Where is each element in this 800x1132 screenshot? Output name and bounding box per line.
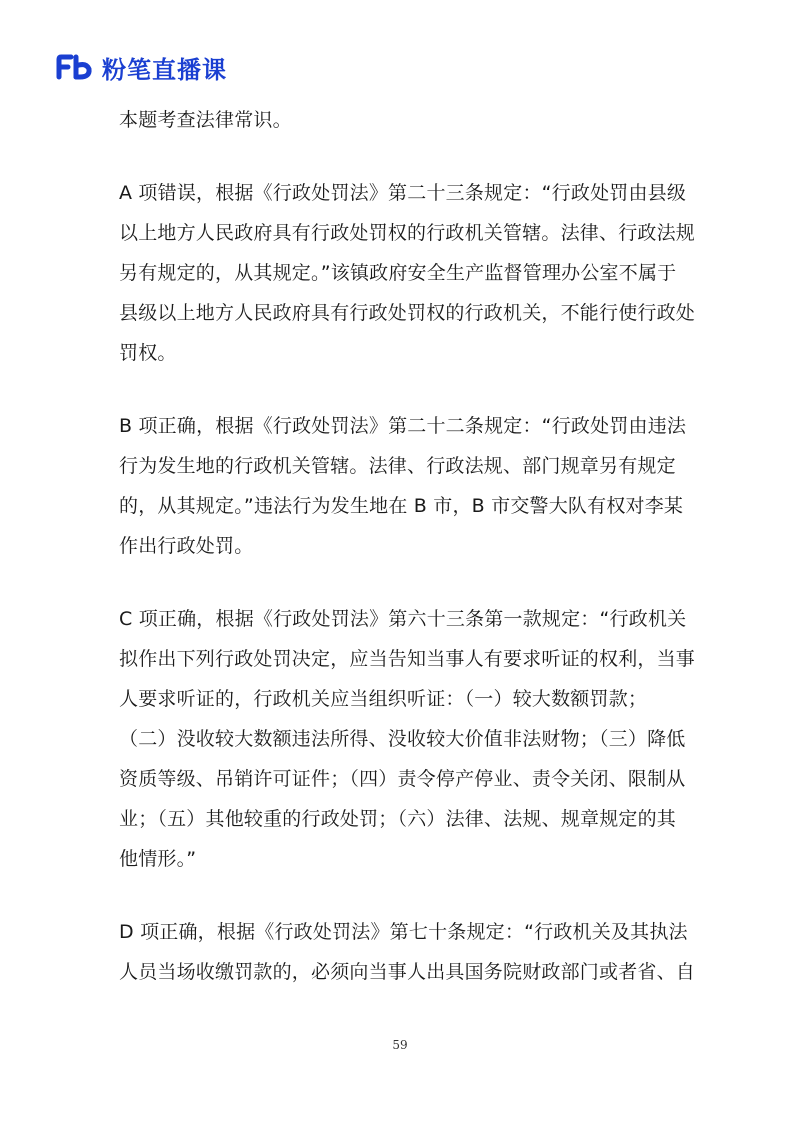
page-header [56, 52, 227, 82]
text-line: 作出行政处罚。 [119, 535, 254, 557]
text-line: （二）没收较大数额违法所得、没收较大价值非法财物；（三）降低 [119, 728, 686, 750]
text-line: 人要求听证的，行政机关应当组织听证：（一）较大数额罚款； [119, 688, 648, 710]
paragraph [119, 173, 696, 373]
text-line: 行为发生地的行政机关管辖。法律、行政法规、部门规章另有规定 [119, 455, 676, 477]
paragraph [119, 599, 696, 879]
paragraph [119, 912, 696, 992]
page-number: 59 [392, 1038, 408, 1052]
text-line: 业；（五）其他较重的行政处罚；（六）法律、法规、规章规定的其 [119, 808, 677, 830]
paragraph [119, 100, 679, 140]
text-line: 本题考查法律常识。 [119, 109, 292, 131]
text-line: 以上地方人民政府具有行政处罚权的行政机关管辖。法律、行政法规 [119, 222, 696, 244]
document-body [119, 100, 696, 1025]
text-line: 拟作出下列行政处罚决定，应当告知当事人有要求听证的权利，当事 [119, 648, 696, 670]
brand-name: 粉笔直播课 [102, 55, 227, 84]
text-line: B 项正确，根据《行政处罚法》第二十二条规定：“行政处罚由违法 [119, 415, 687, 437]
text-line: 人员当场收缴罚款的，必须向当事人出具国务院财政部门或者省、自 [119, 961, 696, 983]
text-line: 另有规定的，从其规定。”该镇政府安全生产监督管理办公室不属于 [119, 262, 677, 284]
text-line: 罚权。 [119, 342, 177, 364]
paragraph [119, 406, 687, 566]
text-line: D 项正确，根据《行政处罚法》第七十条规定：“行政机关及其执法 [119, 921, 688, 943]
text-line: 县级以上地方人民政府具有行政处罚权的行政机关，不能行使行政处 [119, 302, 696, 324]
text-line: 的，从其规定。”违法行为发生地在 B 市，B 市交警大队有权对李某 [119, 495, 684, 517]
fb-logo-icon [56, 54, 94, 80]
text-line: 他情形。” [119, 848, 197, 870]
text-line: 资质等级、吊销许可证件；（四）责令停产停业、责令关闭、限制从 [119, 768, 686, 790]
text-line: C 项正确，根据《行政处罚法》第六十三条第一款规定：“行政机关 [119, 608, 687, 630]
text-line: A 项错误，根据《行政处罚法》第二十三条规定：“行政处罚由县级 [119, 182, 687, 204]
